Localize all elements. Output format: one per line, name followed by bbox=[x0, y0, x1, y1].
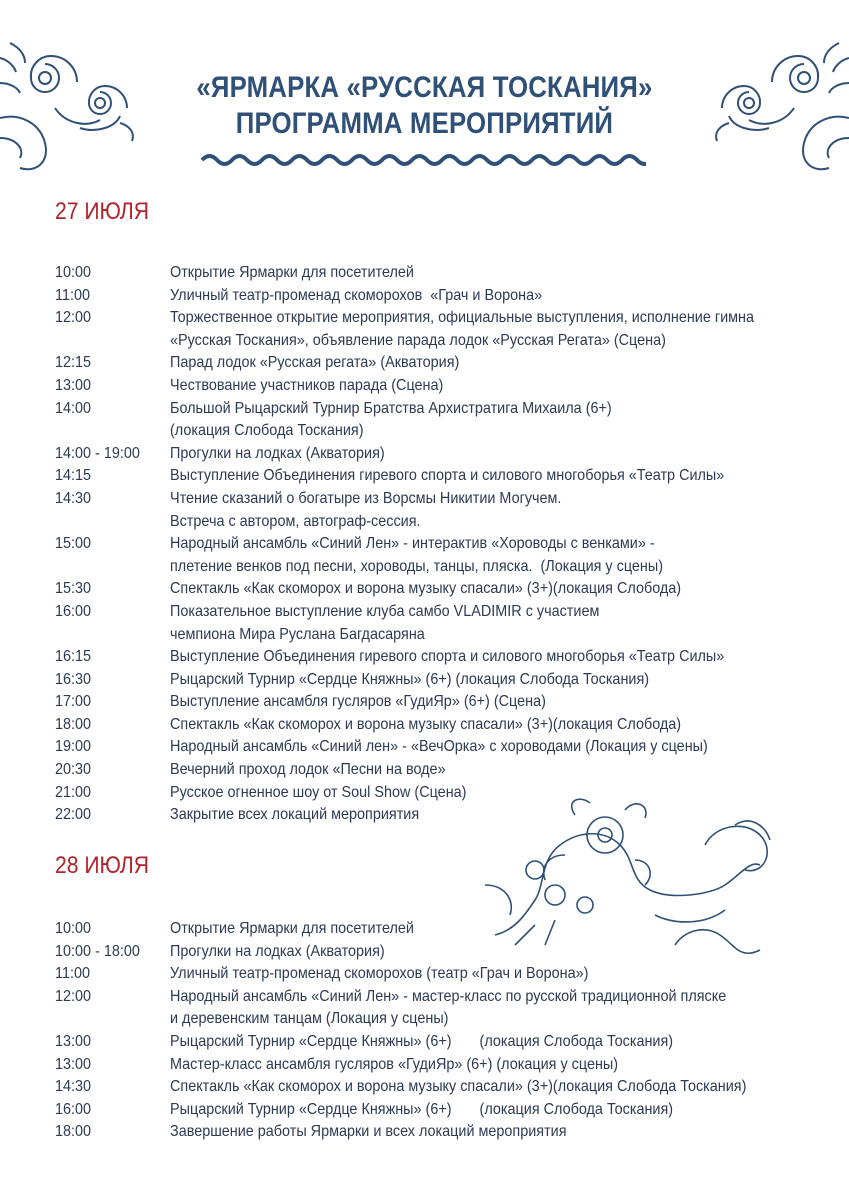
day-heading: 28 ИЮЛЯ bbox=[55, 852, 150, 879]
description-line: Выступление Объединения гиревого спорта и силового многоборья «Театр Силы» bbox=[170, 648, 725, 666]
description-line: Завершение работы Ярмарки и всех локаций мероприятия bbox=[170, 1123, 567, 1141]
description-line: Мастер-класс ансамбля гусляров «ГудиЯр» (6+) (локация у сцены) bbox=[170, 1055, 619, 1073]
description-line: Парад лодок «Русская регата» (Акватория) bbox=[170, 354, 460, 372]
description-line: Спектакль «Как скоморох и ворона музыку спасали» (3+)(локация Слобода) bbox=[170, 715, 682, 733]
description-line: Русское огненное шоу от Soul Show (Сцена) bbox=[170, 783, 467, 801]
description-line: Рыцарский Турнир «Сердце Княжны» (6+) (локация Слобода Тоскания) bbox=[170, 1032, 674, 1050]
item-time: 15:30 bbox=[55, 580, 92, 598]
item-time: 18:00 bbox=[55, 715, 92, 733]
item-time: 14:15 bbox=[55, 467, 92, 485]
item-time: 13:00 bbox=[55, 376, 92, 394]
item-description bbox=[170, 714, 751, 737]
schedule-item bbox=[55, 1121, 815, 1144]
schedule-item bbox=[55, 352, 815, 375]
description-line: Открытие Ярмарки для посетителей bbox=[170, 264, 414, 281]
schedule-item bbox=[55, 759, 815, 782]
schedule-item bbox=[55, 1099, 815, 1122]
item-time: 16:00 bbox=[55, 602, 92, 620]
item-time: 20:30 bbox=[55, 761, 92, 779]
schedule-item bbox=[55, 465, 815, 488]
description-line: Показательное выступление клуба самбо VLADIMIR с участием bbox=[170, 602, 600, 620]
title-line-2: ПРОГРАММА МЕРОПРИЯТИЙ bbox=[235, 107, 614, 140]
description-line: «Русская Тоскания», объявление парада лодок «Русская Регата» (Сцена) bbox=[170, 331, 666, 349]
schedule-item bbox=[55, 601, 815, 646]
schedule-item bbox=[55, 375, 815, 398]
description-line: Народный ансамбль «Синий Лен» - мастер-класс по русской традиционной пляске bbox=[170, 987, 727, 1005]
item-time: 15:00 bbox=[55, 535, 92, 553]
item-description bbox=[170, 262, 751, 285]
description-line: (локация Слобода Тоскания) bbox=[170, 422, 364, 440]
item-description bbox=[170, 986, 751, 1031]
item-time: 12:00 bbox=[55, 309, 92, 327]
description-line: Народный ансамбль «Синий Лен» - интерактив «Хороводы с венками» - bbox=[170, 535, 655, 553]
item-time: 22:00 bbox=[55, 806, 92, 824]
description-line: Уличный театр-променад скоморохов «Грач и Ворона» bbox=[170, 286, 543, 304]
item-description bbox=[170, 1054, 751, 1077]
description-line: Спектакль «Как скоморох и ворона музыку спасали» (3+)(локация Слобода Тоскания) bbox=[170, 1078, 747, 1096]
description-line: и деревенским танцам (Локация у сцены) bbox=[170, 1010, 449, 1028]
schedule-item bbox=[55, 307, 815, 352]
item-time: 11:00 bbox=[55, 965, 90, 983]
item-description bbox=[170, 1031, 751, 1054]
title-line-1: «ЯРМАРКА «РУССКАЯ ТОСКАНИЯ» bbox=[196, 71, 653, 104]
item-time: 16:30 bbox=[55, 670, 92, 688]
description-line: Большой Рыцарский Турнир Братства Архистратига Михаила (6+) bbox=[170, 399, 612, 417]
description-line: чемпиона Мира Руслана Багдасаряна bbox=[170, 625, 425, 643]
item-description bbox=[170, 1099, 751, 1122]
description-line: Народный ансамбль «Синий лен» - «ВечОрка» с хороводами (Локация у сцены) bbox=[170, 738, 708, 756]
item-time: 16:00 bbox=[55, 1100, 92, 1118]
item-time: 12:15 bbox=[55, 354, 92, 372]
description-line: Вечерний проход лодок «Песни на воде» bbox=[170, 761, 446, 779]
schedule-item bbox=[55, 1054, 815, 1077]
description-line: Открытие Ярмарки для посетителей bbox=[170, 920, 414, 937]
item-description bbox=[170, 488, 751, 533]
item-description bbox=[170, 398, 751, 443]
item-time: 14:30 bbox=[55, 489, 92, 507]
item-description bbox=[170, 578, 751, 601]
item-description bbox=[170, 646, 751, 669]
description-line: Встреча с автором, автограф-сессия. bbox=[170, 512, 421, 530]
lion-ornament-icon bbox=[475, 795, 785, 955]
item-description bbox=[170, 669, 751, 692]
item-time: 10:00 - 18:00 bbox=[55, 942, 140, 960]
item-time: 16:15 bbox=[55, 648, 92, 666]
item-description bbox=[170, 1076, 751, 1099]
item-description bbox=[170, 759, 751, 782]
schedule-item bbox=[55, 398, 815, 443]
item-time: 14:00 bbox=[55, 399, 92, 417]
schedule-item bbox=[55, 646, 815, 669]
page-title bbox=[59, 70, 789, 142]
item-time: 19:00 bbox=[55, 738, 92, 756]
description-line: Прогулки на лодках (Акватория) bbox=[170, 942, 385, 960]
wave-divider-icon bbox=[200, 150, 646, 170]
description-line: Торжественное открытие мероприятия, официальные выступления, исполнение гимна bbox=[170, 309, 754, 327]
schedule-item bbox=[55, 262, 815, 285]
schedule-item bbox=[55, 443, 815, 466]
schedule-item bbox=[55, 963, 815, 986]
description-line: Чествование участников парада (Сцена) bbox=[170, 376, 444, 394]
item-description bbox=[170, 963, 751, 986]
item-description bbox=[170, 375, 751, 398]
description-line: Рыцарский Турнир «Сердце Княжны» (6+) (локация Слобода Тоскания) bbox=[170, 670, 650, 688]
description-line: Выступление ансамбля гусляров «ГудиЯр» (6+) (Сцена) bbox=[170, 693, 546, 711]
item-time: 13:00 bbox=[55, 1055, 92, 1073]
schedule-list-day1 bbox=[55, 262, 815, 827]
item-time: 14:00 - 19:00 bbox=[55, 444, 140, 462]
item-description bbox=[170, 1121, 751, 1144]
description-line: Закрытие всех локаций мероприятия bbox=[170, 806, 420, 824]
item-time: 10:00 bbox=[55, 264, 92, 281]
schedule-item bbox=[55, 488, 815, 533]
description-line: Спектакль «Как скоморох и ворона музыку спасали» (3+)(локация Слобода) bbox=[170, 580, 682, 598]
item-description bbox=[170, 691, 751, 714]
description-line: Прогулки на лодках (Акватория) bbox=[170, 444, 385, 462]
item-description bbox=[170, 601, 751, 646]
item-description bbox=[170, 465, 751, 488]
item-description bbox=[170, 443, 751, 466]
item-time: 10:00 bbox=[55, 920, 92, 937]
item-description bbox=[170, 352, 751, 375]
item-description bbox=[170, 285, 751, 308]
item-description bbox=[170, 533, 751, 578]
schedule-item bbox=[55, 691, 815, 714]
schedule-item bbox=[55, 578, 815, 601]
schedule-item bbox=[55, 1076, 815, 1099]
description-line: Рыцарский Турнир «Сердце Княжны» (6+) (локация Слобода Тоскания) bbox=[170, 1100, 674, 1118]
description-line: Уличный театр-променад скоморохов (театр «Грач и Ворона») bbox=[170, 965, 589, 983]
schedule-item bbox=[55, 986, 815, 1031]
item-time: 14:30 bbox=[55, 1078, 92, 1096]
item-time: 21:00 bbox=[55, 783, 92, 801]
schedule-item bbox=[55, 714, 815, 737]
item-time: 13:00 bbox=[55, 1032, 92, 1050]
description-line: плетение венков под песни, хороводы, танцы, пляска. (Локация у сцены) bbox=[170, 557, 664, 575]
item-time: 12:00 bbox=[55, 987, 92, 1005]
schedule-item bbox=[55, 669, 815, 692]
schedule-item bbox=[55, 533, 815, 578]
schedule-item bbox=[55, 285, 815, 308]
item-time: 17:00 bbox=[55, 693, 92, 711]
schedule-item bbox=[55, 736, 815, 759]
schedule-item bbox=[55, 1031, 815, 1054]
item-time: 11:00 bbox=[55, 286, 90, 304]
item-description bbox=[170, 736, 751, 759]
day-heading: 27 ИЮЛЯ bbox=[55, 198, 150, 225]
description-line: Выступление Объединения гиревого спорта и силового многоборья «Театр Силы» bbox=[170, 467, 725, 485]
item-time: 18:00 bbox=[55, 1123, 92, 1141]
description-line: Чтение сказаний о богатыре из Ворсмы Никитии Могучем. bbox=[170, 489, 562, 507]
item-description bbox=[170, 307, 754, 352]
